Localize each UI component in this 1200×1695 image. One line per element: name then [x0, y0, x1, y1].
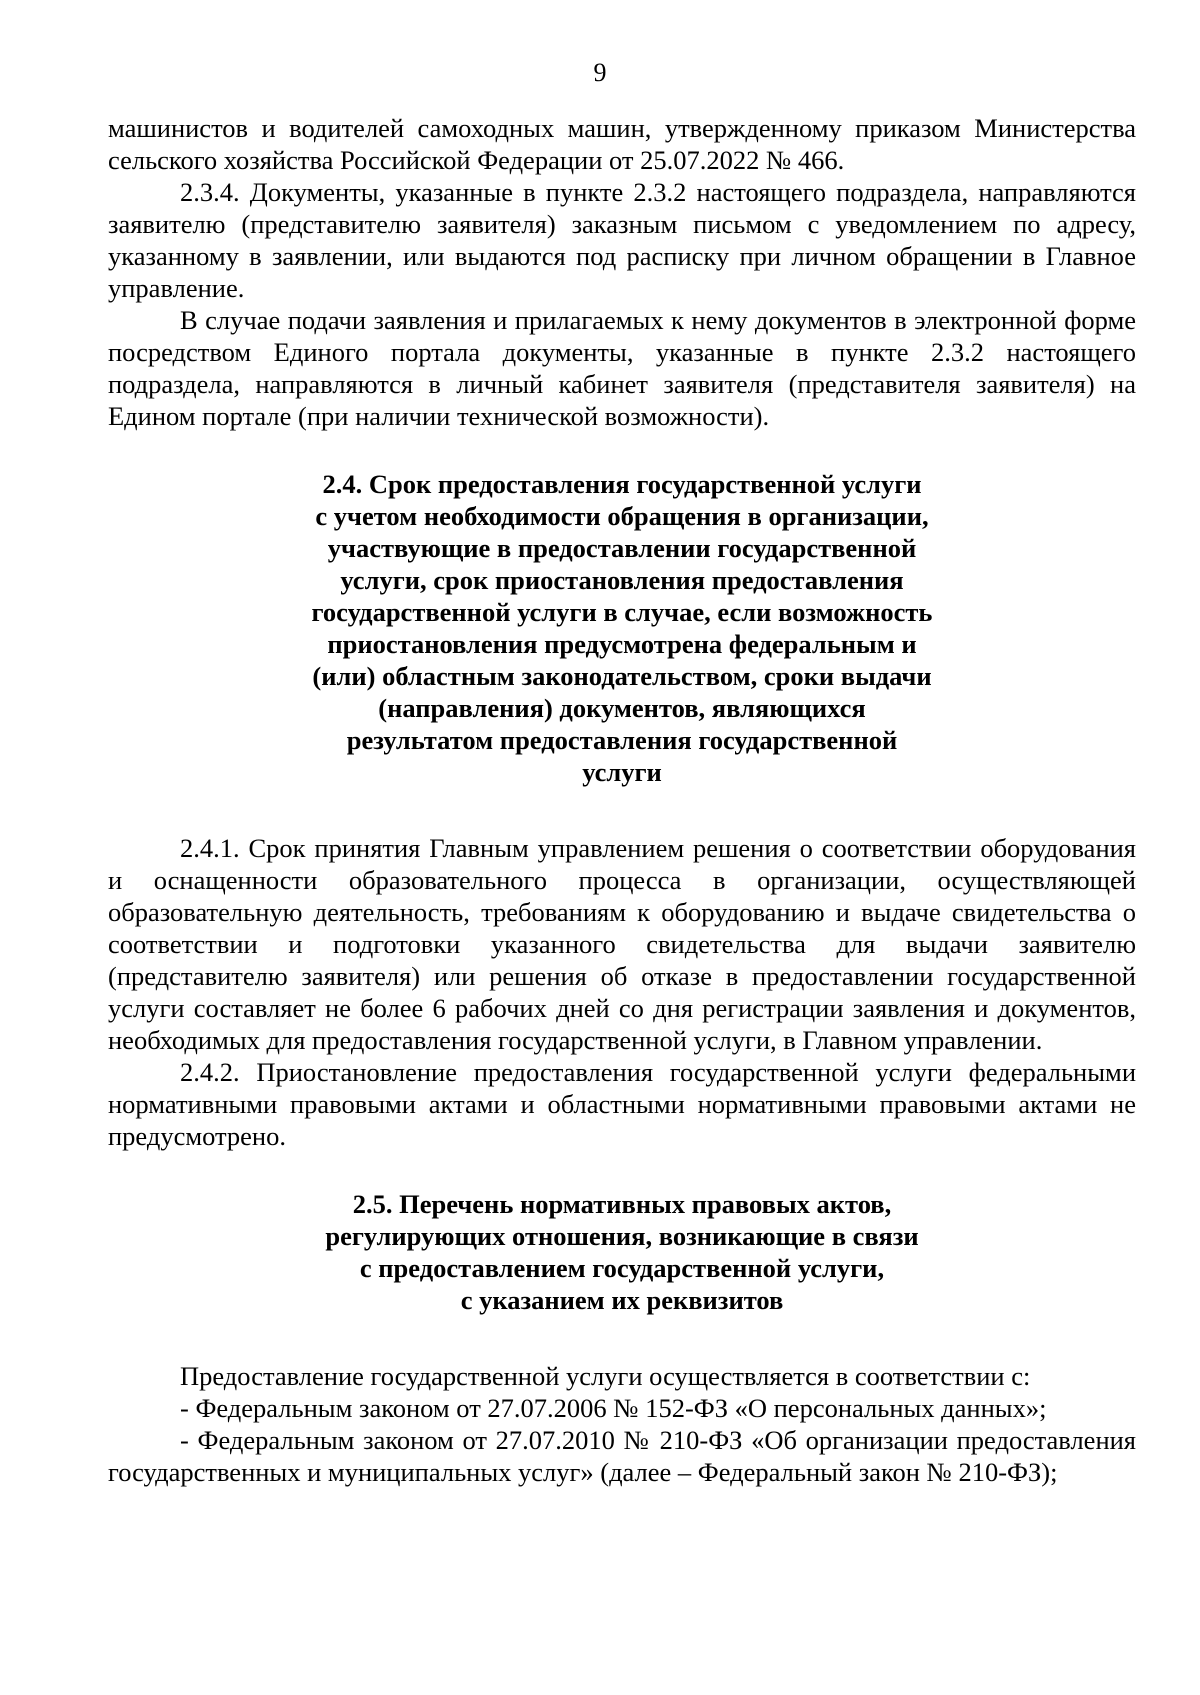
heading-line: (направления) документов, являющихся — [378, 693, 866, 723]
section-heading-2-5 — [262, 1188, 982, 1316]
heading-line: государственной услуги в случае, если возможность — [311, 597, 933, 627]
paragraph-2-4-2: 2.4.2. Приостановление предоставления государственной услуги федеральными нормативными правовыми актами и областными нормативными правовыми актами не предусмотрено. — [108, 1057, 1136, 1151]
paragraph-2-4-1: 2.4.1. Срок принятия Главным управлением решения о соответствии оборудования и оснащенности образовательного процесса в организации, осуществляющей образовательную деятельность, требованиям к оборудованию и выдаче свидетельства о соответствии и подготовки указанного свидетельства для выдачи заявителю (представителю заявителя) или решения об отказе в предоставлении государственной услуги составляет не более 6 рабочих дней со дня регистрации заявления и документов, необходимых для предоставления государственной услуги, в Главном управлении. — [108, 833, 1136, 1055]
list-item-law-210: - Федеральным законом от 27.07.2010 № 210-ФЗ «Об организации предоставления государственных и муниципальных услуг» (далее – Федеральный закон № 210-ФЗ); — [108, 1425, 1136, 1487]
page-number: 9 — [593, 58, 607, 87]
heading-line: 2.5. Перечень нормативных правовых актов, — [352, 1189, 892, 1219]
paragraph-legal-basis-intro: Предоставление государственной услуги осуществляется в соответствии с: — [180, 1361, 1031, 1391]
heading-line: с учетом необходимости обращения в организации, — [315, 501, 929, 531]
heading-line: приостановления предусмотрена федеральным и — [327, 629, 917, 659]
heading-line: результатом предоставления государственной — [346, 725, 898, 755]
heading-line: (или) областным законодательством, сроки выдачи — [312, 661, 932, 691]
heading-line: с предоставлением государственной услуги, — [359, 1253, 885, 1283]
heading-line: регулирующих отношения, возникающие в связи — [325, 1221, 919, 1251]
heading-line: услуги, срок приостановления предоставления — [340, 565, 904, 595]
list-item-law-152: - Федеральным законом от 27.07.2006 № 152-ФЗ «О персональных данных»; — [180, 1393, 1047, 1423]
document-body — [108, 112, 1136, 1488]
heading-line: с указанием их реквизитов — [460, 1285, 784, 1315]
paragraph-continuation: машинистов и водителей самоходных машин, утвержденному приказом Министерства сельского хозяйства Российской Федерации от 25.07.2022 № 466. — [108, 113, 1136, 175]
section-heading-2-4 — [262, 468, 982, 788]
heading-line: 2.4. Срок предоставления государственной услуги — [322, 469, 922, 499]
heading-line: участвующие в предоставлении государственной — [327, 533, 917, 563]
paragraph-electronic-submission: В случае подачи заявления и прилагаемых к нему документов в электронной форме посредством Единого портала документы, указанные в пункте 2.3.2 настоящего подраздела, направляются в личный кабинет заявителя (представителя заявителя) на Едином портале (при наличии технической возможности). — [108, 305, 1136, 431]
heading-line: услуги — [582, 757, 662, 787]
paragraph-2-3-4: 2.3.4. Документы, указанные в пункте 2.3.2 настоящего подраздела, направляются заявителю (представителю заявителя) заказным письмом с уведомлением по адресу, указанному в заявлении, или выдаются под расписку при личном обращении в Главное управление. — [108, 177, 1136, 303]
